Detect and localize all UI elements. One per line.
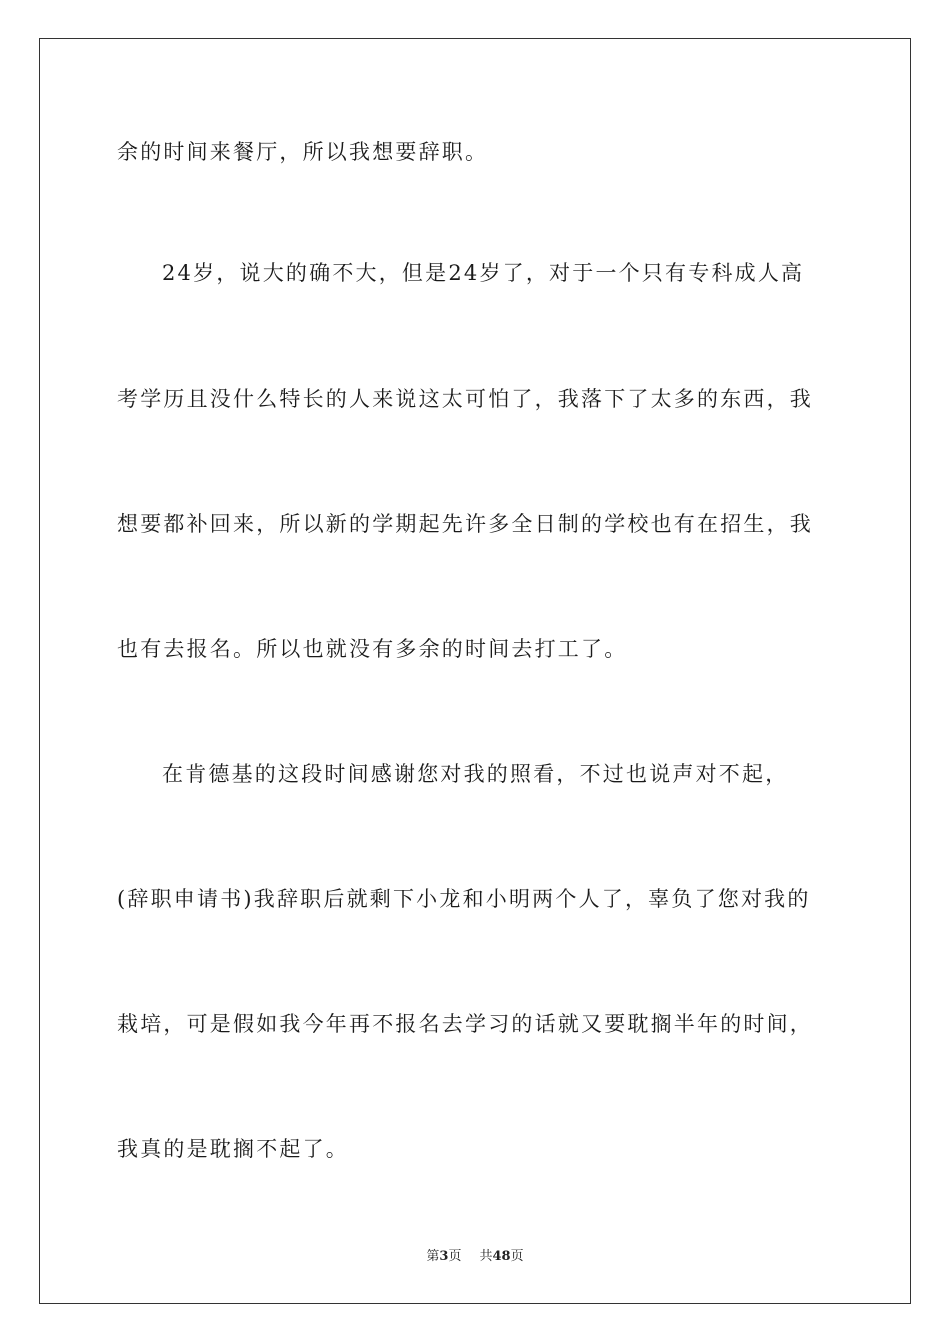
paragraph-line-7: (辞职申请书)我辞职后就剩下小龙和小明两个人了，辜负了您对我的: [117, 887, 811, 911]
page-prefix: 第: [426, 1249, 440, 1264]
paragraph-line-9: 我真的是耽搁不起了。: [117, 1137, 349, 1161]
paragraph-line-3: 考学历且没什么特长的人来说这太可怕了，我落下了太多的东西，我: [117, 387, 813, 411]
paragraph-line-4: 想要都补回来，所以新的学期起先许多全日制的学校也有在招生，我: [117, 512, 813, 536]
page-footer: [0, 1248, 950, 1266]
page-suffix: 页: [448, 1249, 462, 1264]
page-number: 3: [439, 1249, 449, 1264]
total-pages: 48: [492, 1249, 511, 1264]
paragraph-line-2: 24岁，说大的确不大，但是24岁了，对于一个只有专科成人高: [162, 261, 805, 285]
paragraph-line-5: 也有去报名。所以也就没有多余的时间去打工了。: [117, 637, 628, 661]
paragraph-line-8: 栽培，可是假如我今年再不报名去学习的话就又要耽搁半年的时间，: [117, 1012, 813, 1036]
paragraph-line-6: 在肯德基的这段时间感谢您对我的照看，不过也说声对不起，: [162, 762, 789, 786]
total-prefix: 共: [479, 1249, 493, 1264]
paragraph-line-1: 余的时间来餐厅，所以我想要辞职。: [117, 140, 489, 164]
page-border: [39, 38, 911, 1304]
total-suffix: 页: [510, 1249, 524, 1264]
